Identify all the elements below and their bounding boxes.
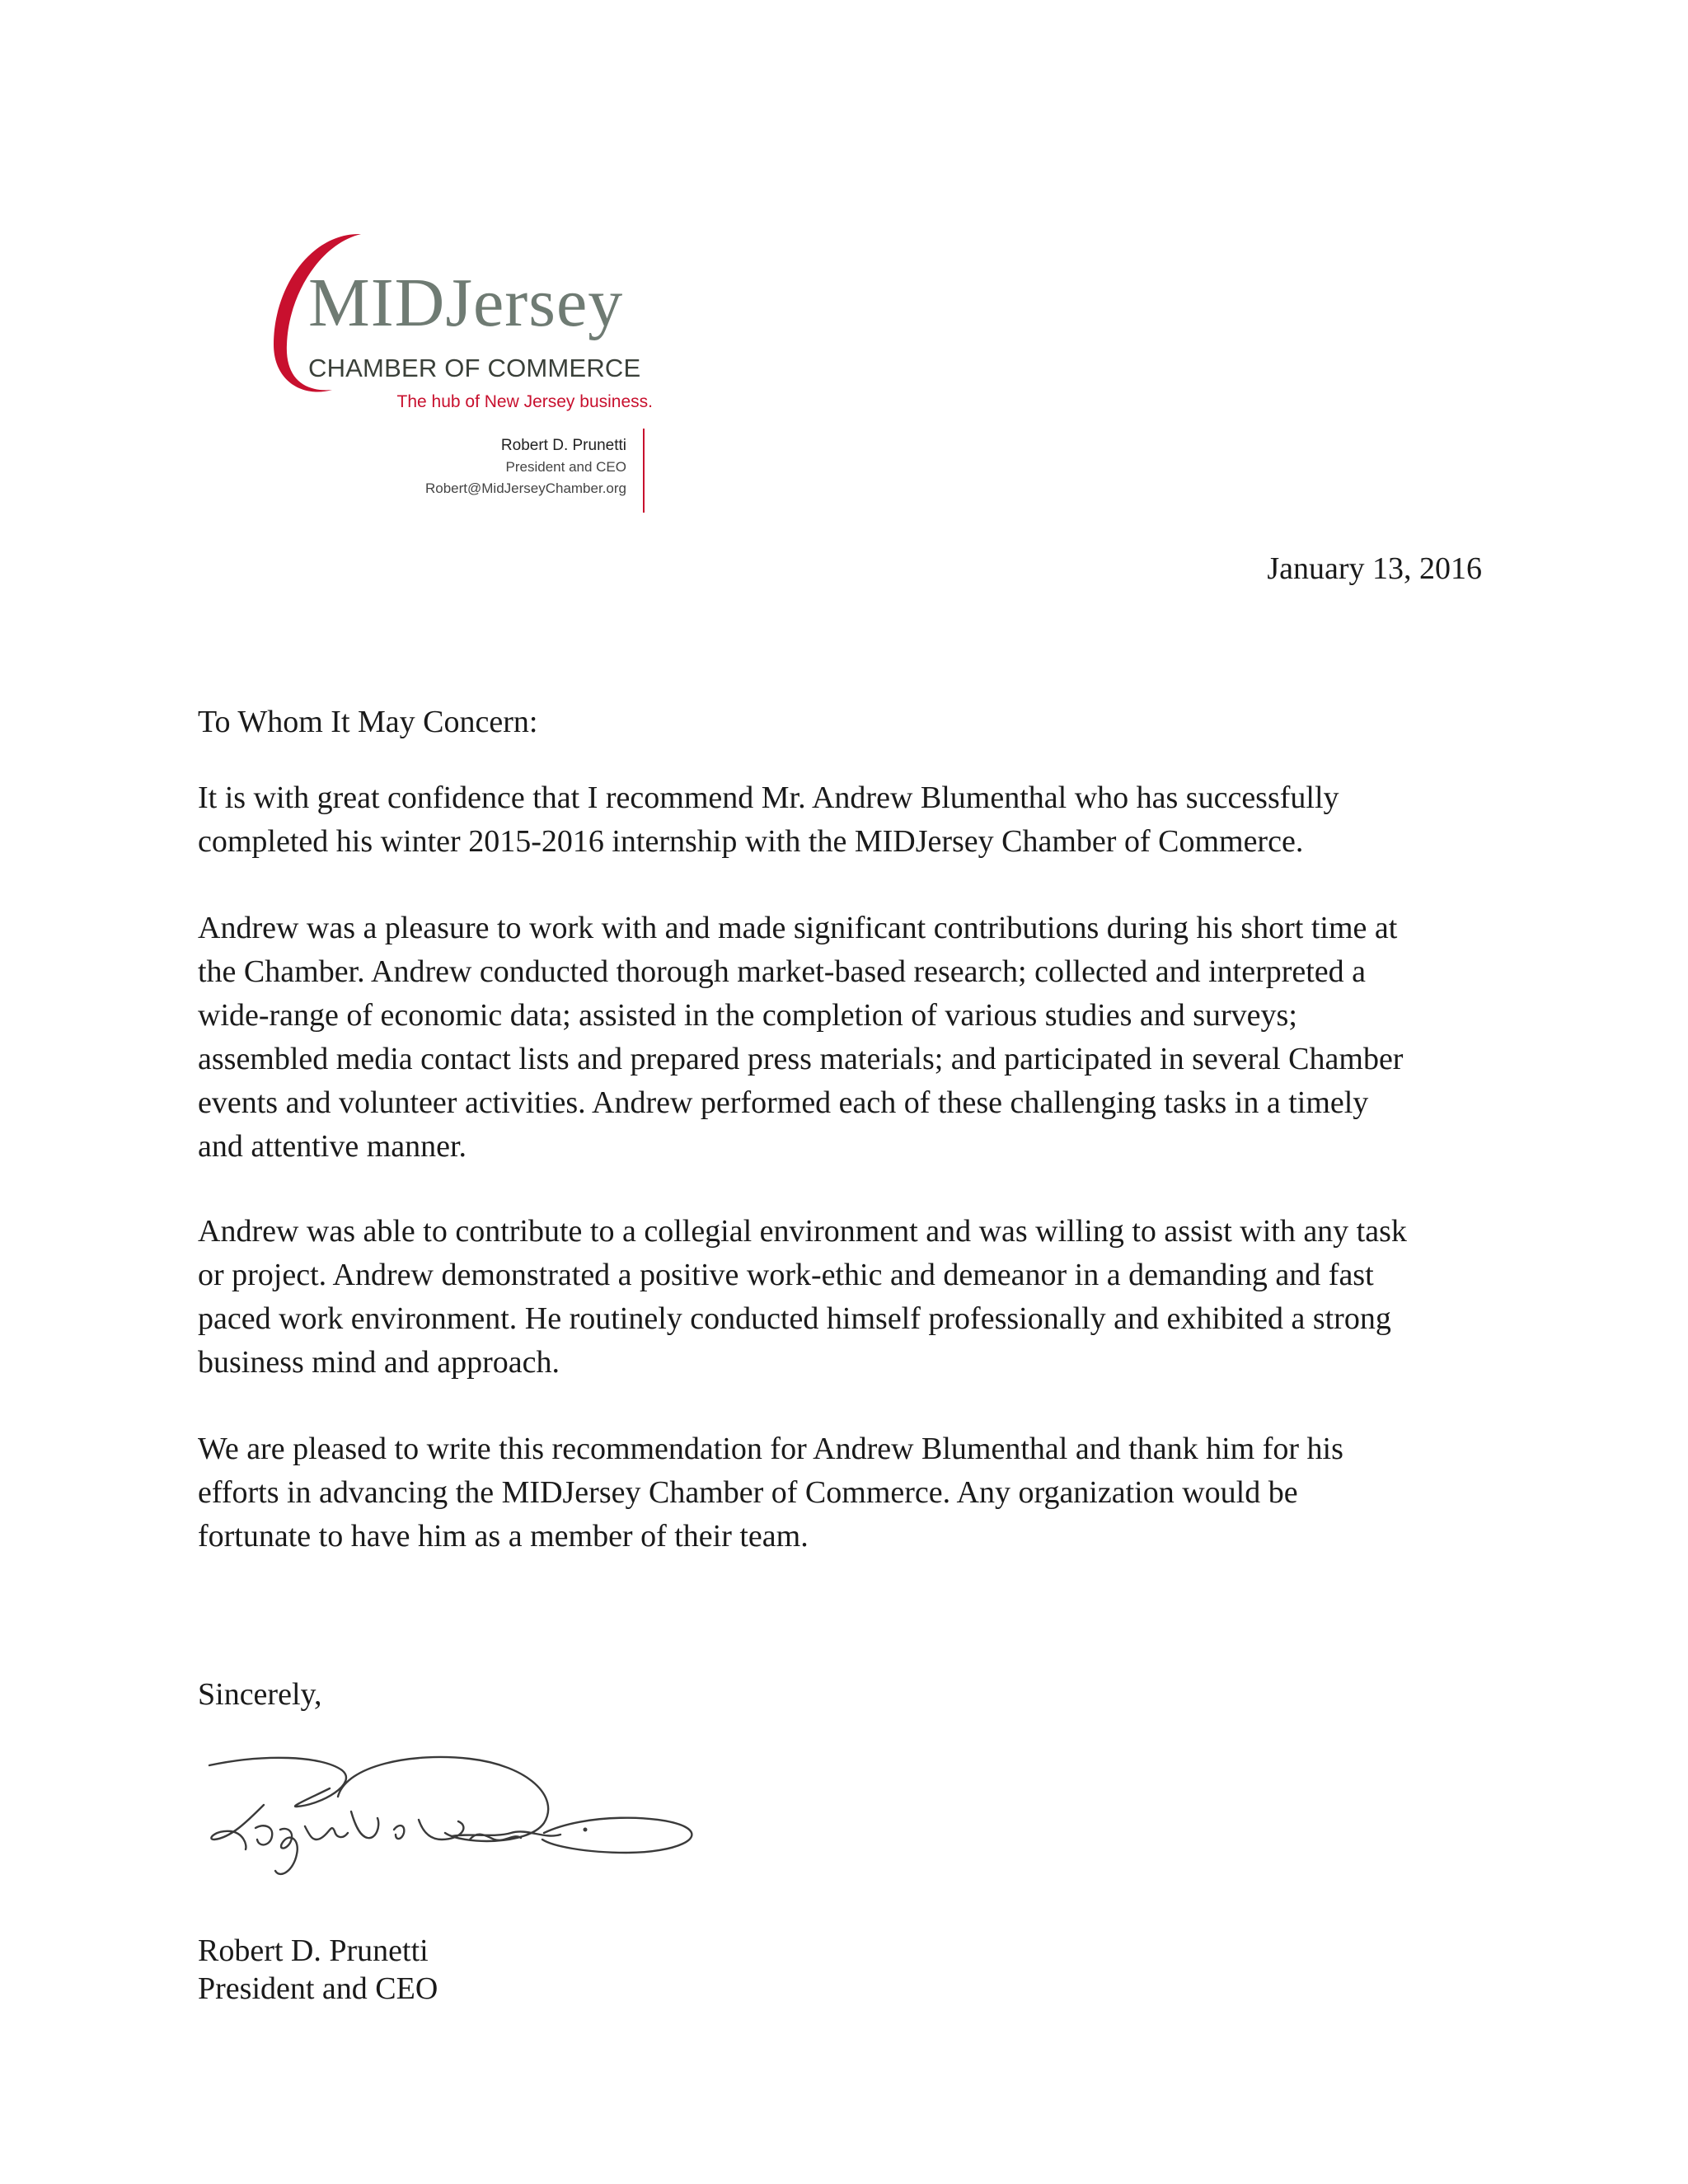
signer-name: Robert D. Prunetti [198, 1933, 429, 1968]
signer-title: President and CEO [198, 1971, 438, 2006]
paragraph-3: Andrew was able to contribute to a collegial environment and was willing to assist with any task or project. Andrew demonstrated a positive work-ethic and demeanor in a demanding and fast paced work environment. He routinely conducted himself professionally and exhibited a strong business mind and approach. [198, 1214, 1407, 1380]
logo-wordmark: MIDJersey [308, 265, 624, 341]
handwritten-signature [198, 1747, 709, 1912]
logo-subtitle: CHAMBER OF COMMERCE [308, 354, 641, 382]
closing: Sincerely, [198, 1677, 322, 1712]
contact-block [379, 435, 626, 499]
paragraph-1: It is with great confidence that I recommend Mr. Andrew Blumenthal who has successfully completed his winter 2015-2016 internship with the MIDJersey Chamber of Commerce. [198, 780, 1339, 859]
contact-divider [643, 429, 645, 513]
chamber-logo [262, 221, 658, 419]
contact-email: Robert@MidJerseyChamber.org [424, 480, 626, 496]
letter-date: January 13, 2016 [1267, 551, 1482, 586]
paragraph-4: We are pleased to write this recommendation for Andrew Blumenthal and thank him for his efforts in advancing the MIDJersey Chamber of Commerce. Any organization would be fortunate to have him as a member of their team. [198, 1432, 1343, 1554]
logo-tagline: The hub of New Jersey business. [396, 392, 653, 411]
salutation: To Whom It May Concern: [198, 705, 538, 739]
contact-name: Robert D. Prunetti [500, 437, 626, 454]
contact-title: President and CEO [505, 459, 626, 475]
paragraph-2: Andrew was a pleasure to work with and made significant contributions during his short time at the Chamber. Andrew conducted thorough market-based research; collected and interpreted a wide-range of economic data; assisted in the completion of various studies and surveys; assembled media contact lists and prepared press materials; and participated in several Chamber events and volunteer activities. Andrew performed each of these challenging tasks in a timely and attentive manner. [198, 911, 1404, 1164]
